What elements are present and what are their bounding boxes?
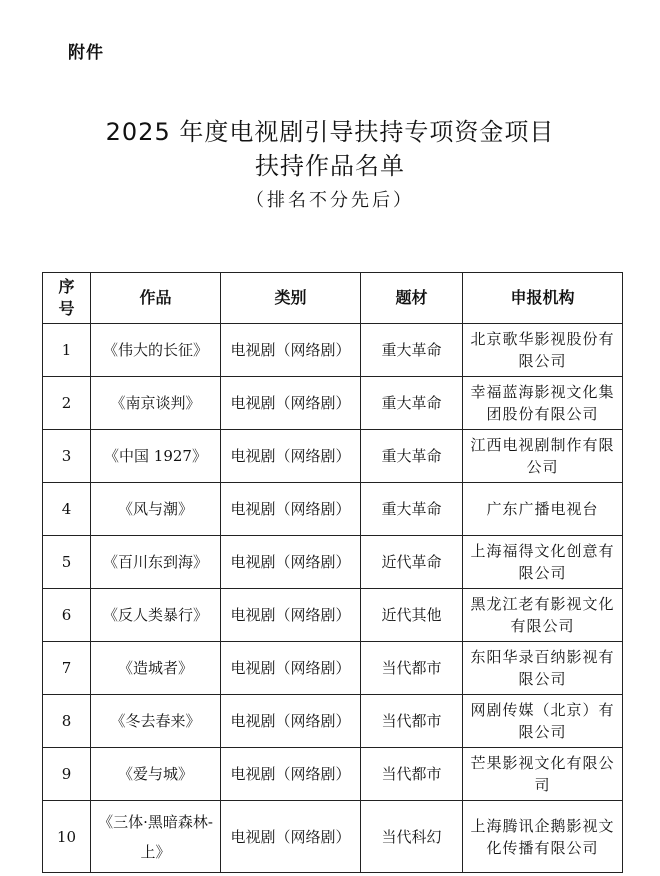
table-row	[43, 324, 623, 377]
row-no: 9	[43, 748, 91, 801]
row-work: 《风与潮》	[91, 483, 221, 536]
row-org: 黑龙江老有影视文化有限公司	[463, 589, 623, 642]
row-category: 电视剧（网络剧）	[221, 695, 361, 748]
row-theme: 当代都市	[361, 642, 463, 695]
row-category: 电视剧（网络剧）	[221, 377, 361, 430]
row-org: 网剧传媒（北京）有限公司	[463, 695, 623, 748]
row-theme: 近代革命	[361, 536, 463, 589]
row-theme: 当代科幻	[361, 801, 463, 873]
row-theme: 近代其他	[361, 589, 463, 642]
table-row	[43, 377, 623, 430]
row-org: 广东广播电视台	[463, 483, 623, 536]
row-theme: 重大革命	[361, 483, 463, 536]
row-category: 电视剧（网络剧）	[221, 801, 361, 873]
funded-works-table	[42, 272, 623, 873]
row-no: 2	[43, 377, 91, 430]
title-line-2: 扶持作品名单	[255, 152, 405, 180]
row-category: 电视剧（网络剧）	[221, 536, 361, 589]
row-no: 6	[43, 589, 91, 642]
row-org: 芒果影视文化有限公司	[463, 748, 623, 801]
table-row	[43, 695, 623, 748]
header-no: 序号	[43, 273, 91, 324]
table-row	[43, 430, 623, 483]
row-category: 电视剧（网络剧）	[221, 483, 361, 536]
row-category: 电视剧（网络剧）	[221, 324, 361, 377]
header-org: 申报机构	[463, 273, 623, 324]
row-org: 江西电视剧制作有限公司	[463, 430, 623, 483]
row-no: 3	[43, 430, 91, 483]
table-row	[43, 589, 623, 642]
row-category: 电视剧（网络剧）	[221, 430, 361, 483]
row-work: 《冬去春来》	[91, 695, 221, 748]
table-header-row	[43, 273, 623, 324]
row-category: 电视剧（网络剧）	[221, 589, 361, 642]
row-org: 北京歌华影视股份有限公司	[463, 324, 623, 377]
row-no: 7	[43, 642, 91, 695]
subtitle: （排名不分先后）	[246, 190, 414, 211]
row-no: 8	[43, 695, 91, 748]
row-no: 1	[43, 324, 91, 377]
row-category: 电视剧（网络剧）	[221, 642, 361, 695]
row-org: 幸福蓝海影视文化集团股份有限公司	[463, 377, 623, 430]
row-no: 4	[43, 483, 91, 536]
row-work: 《爱与城》	[91, 748, 221, 801]
row-theme: 当代都市	[361, 695, 463, 748]
table-row	[43, 801, 623, 873]
table-row	[43, 642, 623, 695]
row-theme: 当代都市	[361, 748, 463, 801]
header-theme: 题材	[361, 273, 463, 324]
row-category: 电视剧（网络剧）	[221, 748, 361, 801]
table-row	[43, 536, 623, 589]
row-no: 5	[43, 536, 91, 589]
attachment-label: 附件	[68, 43, 104, 63]
row-work: 《伟大的长征》	[91, 324, 221, 377]
title-line-1: 2025 年度电视剧引导扶持专项资金项目	[105, 118, 555, 146]
row-org: 东阳华录百纳影视有限公司	[463, 642, 623, 695]
row-no: 10	[43, 801, 91, 873]
row-work: 《反人类暴行》	[91, 589, 221, 642]
row-work: 《中国 1927》	[91, 430, 221, 483]
header-category: 类别	[221, 273, 361, 324]
header-work: 作品	[91, 273, 221, 324]
row-work: 《南京谈判》	[91, 377, 221, 430]
row-org: 上海腾讯企鹅影视文化传播有限公司	[463, 801, 623, 873]
row-theme: 重大革命	[361, 430, 463, 483]
row-org: 上海福得文化创意有限公司	[463, 536, 623, 589]
row-theme: 重大革命	[361, 377, 463, 430]
row-theme: 重大革命	[361, 324, 463, 377]
table-row	[43, 748, 623, 801]
row-work: 《三体·黑暗森林-上》	[91, 801, 221, 873]
row-work: 《造城者》	[91, 642, 221, 695]
row-work: 《百川东到海》	[91, 536, 221, 589]
table-row	[43, 483, 623, 536]
